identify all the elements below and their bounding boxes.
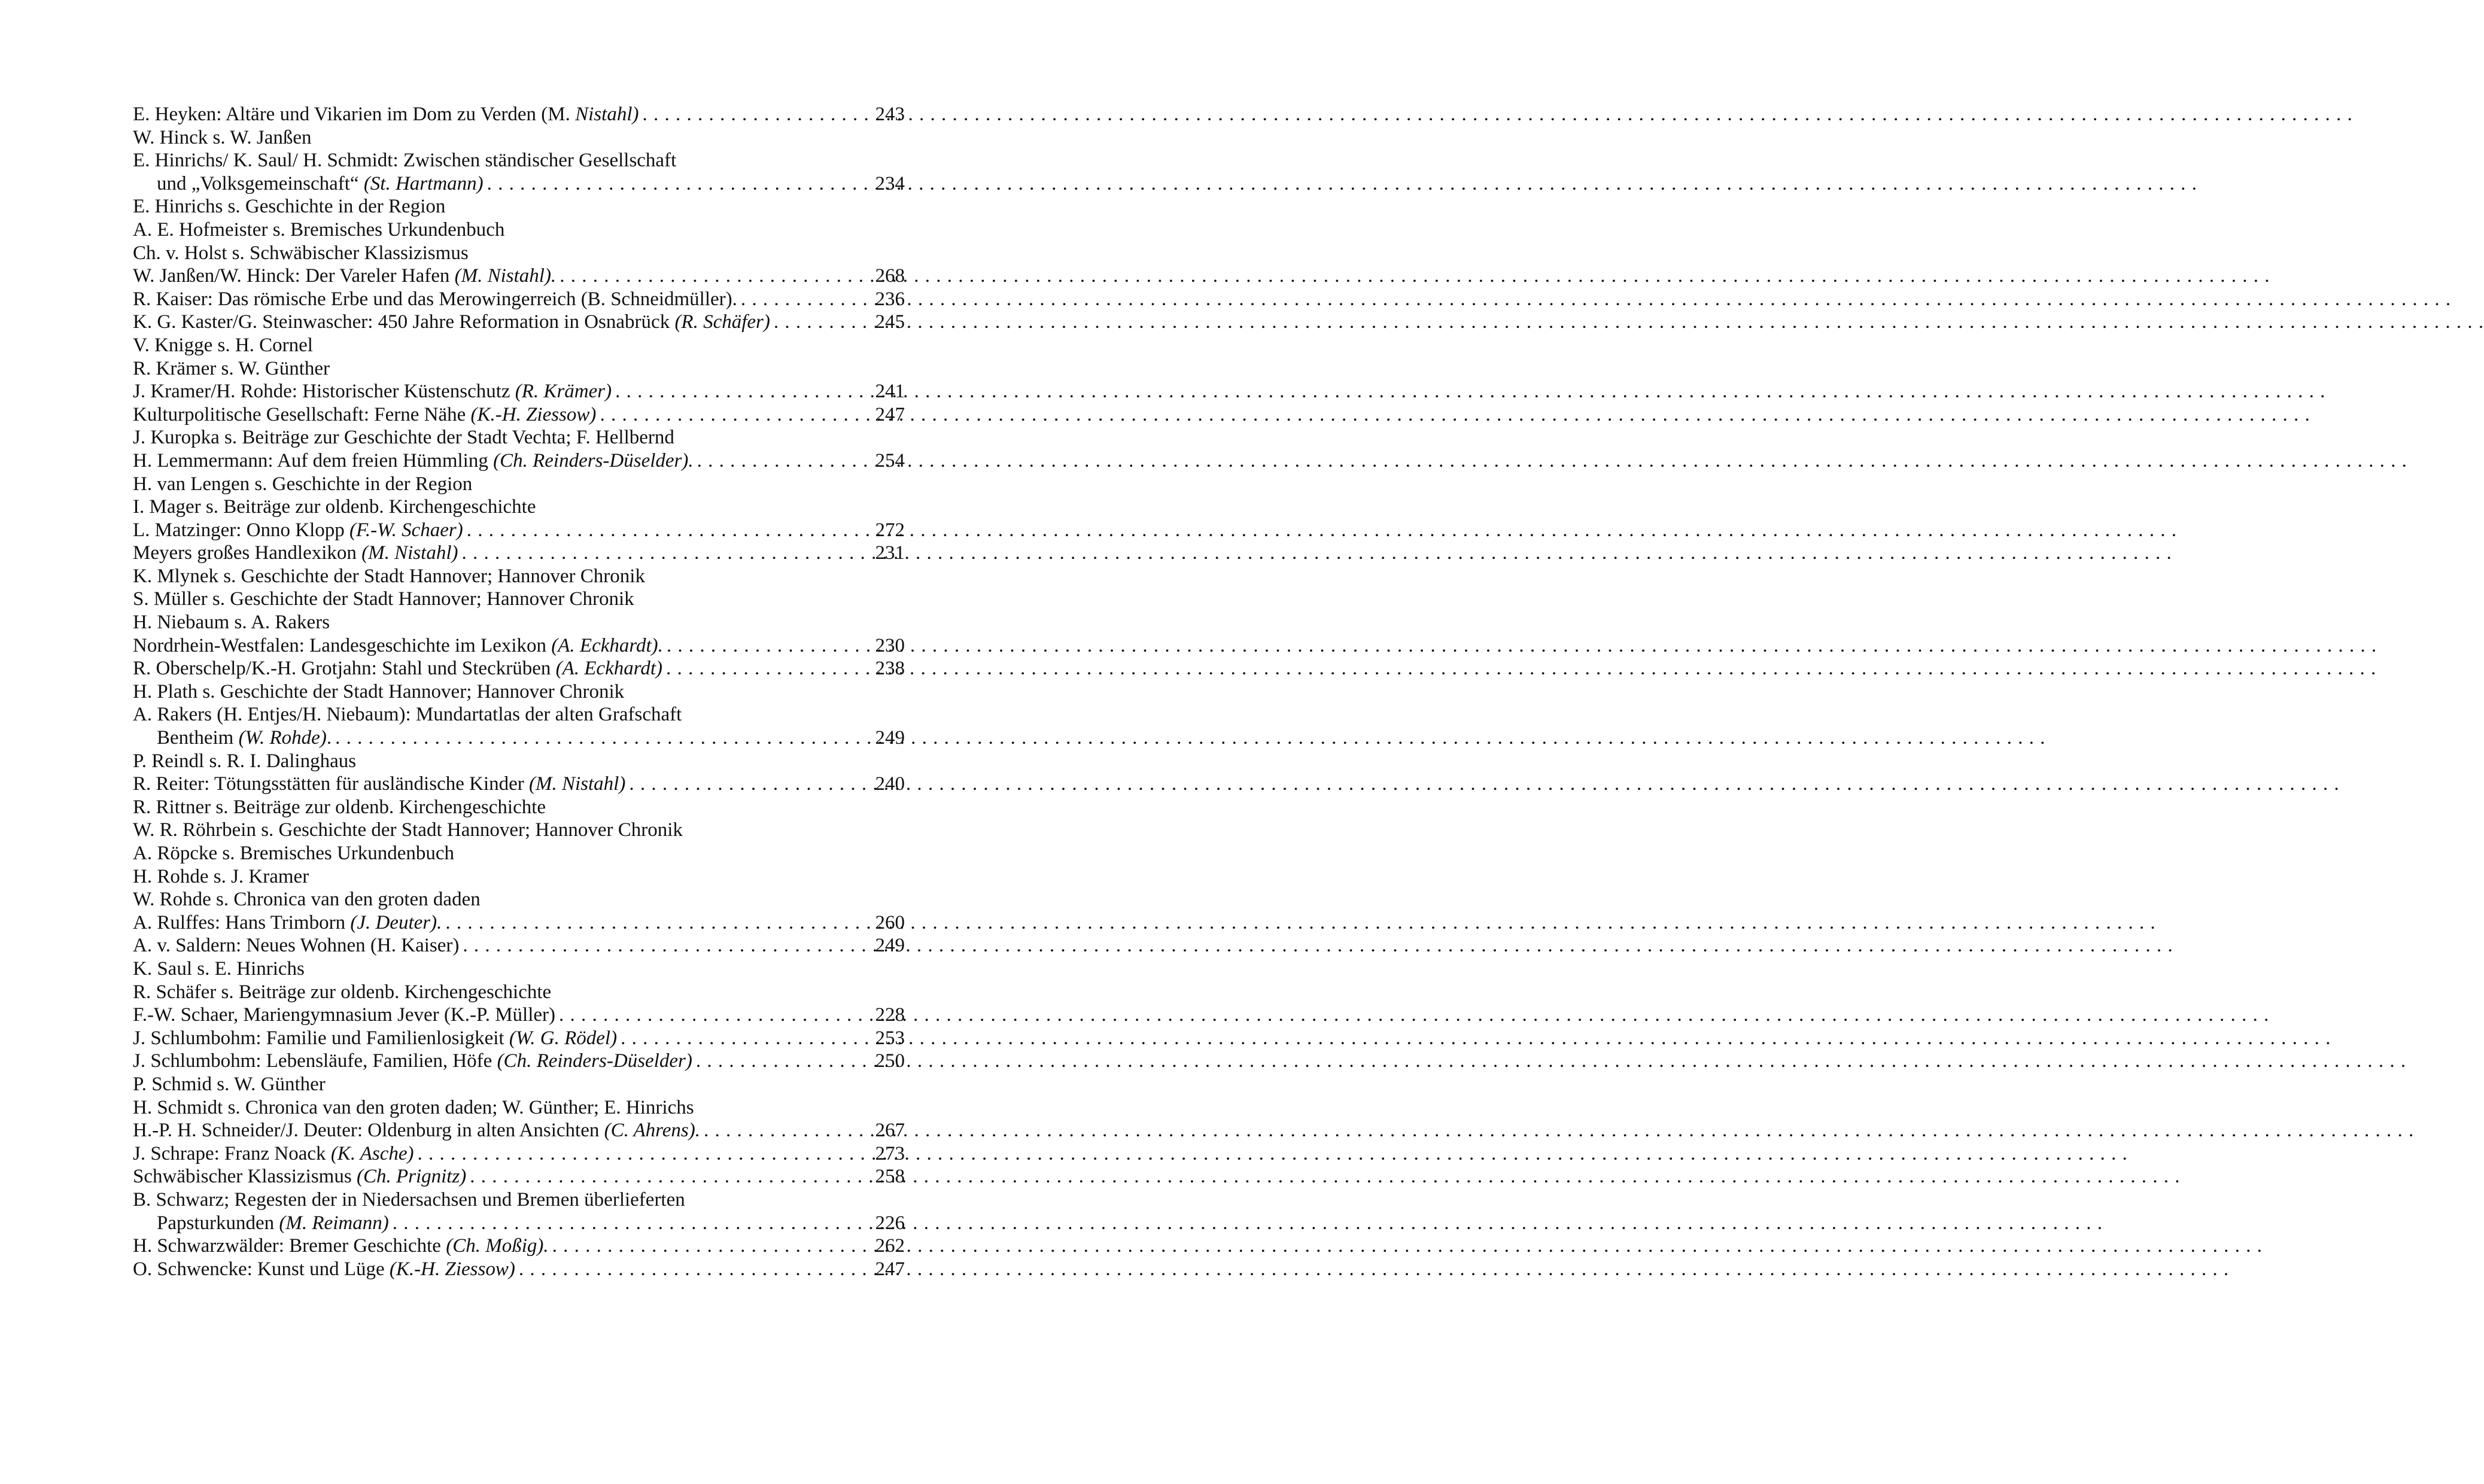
- entry-text: [133, 750, 356, 772]
- entry-reviewer: (K. Asche): [330, 1142, 414, 1164]
- entry-suffix: .: [326, 727, 332, 749]
- entry-reviewer: (M. Nistahl): [529, 773, 626, 795]
- index-entry: [133, 1188, 905, 1212]
- entry-text: [133, 288, 737, 311]
- entry-title: B. Schwarz; Regesten der in Niedersachsen und Bremen überlieferten: [133, 1188, 685, 1211]
- index-entry: [133, 334, 905, 357]
- entry-title: R. Oberschelp/K.-H. Grotjahn: Stahl und Steckrüben: [133, 658, 556, 680]
- index-entry: [133, 1027, 905, 1050]
- entry-title: H. Schwarzwälder: Bremer Geschichte: [133, 1235, 446, 1257]
- dot-leader: [519, 1258, 849, 1281]
- index-entry: [133, 126, 905, 150]
- entry-text: [133, 934, 459, 957]
- index-entry: [133, 1050, 905, 1073]
- page-number: 241: [875, 381, 905, 403]
- dot-leader: [643, 103, 849, 126]
- entry-title: R. Reiter: Tötungsstätten für ausländische Kinder: [133, 773, 529, 795]
- entry-text: [157, 726, 332, 750]
- entry-reviewer: (M. Nistahl): [361, 542, 458, 564]
- entry-text: [133, 1027, 617, 1050]
- index-entry: [133, 634, 905, 658]
- entry-title: V. Knigge s. H. Cornel: [133, 334, 313, 356]
- entry-title: Ch. v. Holst s. Schwäbischer Klassizismus: [133, 242, 469, 264]
- entry-title: Papsturkunden: [157, 1212, 279, 1234]
- index-entry: [133, 1212, 905, 1235]
- entry-text: [133, 1189, 685, 1211]
- dot-leader: [552, 1234, 849, 1258]
- entry-text: [133, 911, 442, 935]
- index-entry: [133, 773, 905, 796]
- entry-reviewer: (F.-W. Schaer): [349, 519, 463, 541]
- entry-text: [133, 866, 309, 887]
- dot-leader: [615, 380, 849, 403]
- index-entry: [133, 957, 905, 981]
- index-entry: [133, 657, 905, 680]
- entry-title: A. Rakers (H. Entjes/H. Niebaum): Mundartatlas der alten Grafschaft: [133, 704, 682, 726]
- entry-title: H. van Lengen s. Geschichte in der Region: [133, 473, 473, 495]
- entry-text: [133, 1097, 694, 1118]
- entry-reviewer: Nistahl): [575, 104, 639, 125]
- entry-text: [133, 1234, 549, 1258]
- entry-text: [133, 1142, 414, 1166]
- entry-text: [133, 657, 662, 680]
- dot-leader: [774, 311, 849, 334]
- dot-leader: [560, 264, 849, 288]
- dot-leader: [666, 657, 849, 680]
- entry-title: H. Plath s. Geschichte der Stadt Hannover; Hannover Chronik: [133, 680, 625, 703]
- entry-text: [133, 334, 313, 356]
- entry-title: K. G. Kaster/G. Steinwascher: 450 Jahre Reformation in Osnabrück: [133, 311, 675, 333]
- index-entry: [133, 519, 905, 542]
- entry-text: [133, 542, 458, 565]
- index-entry: [133, 426, 905, 449]
- index-entry: [133, 934, 905, 957]
- entry-title: H.-P. H. Schneider/J. Deuter: Oldenburg in alten Ansichten: [133, 1120, 604, 1142]
- dot-leader: [445, 911, 849, 935]
- entry-title: R. Rittner s. Beiträge zur oldenb. Kirchengeschichte: [133, 796, 546, 818]
- entry-text: [133, 380, 612, 403]
- entry-text: [133, 196, 445, 217]
- entry-title: J. Schlumbohm: Familie und Familienlosigkeit: [133, 1027, 509, 1049]
- entry-title: J. Schlumbohm: Lebensläufe, Familien, Höfe: [133, 1050, 497, 1072]
- entry-text: [133, 1074, 326, 1095]
- entry-text: [133, 588, 634, 610]
- entry-title: R. Krämer s. W. Günther: [133, 357, 330, 379]
- index-entry: [133, 1073, 905, 1096]
- index-entry: [133, 1258, 905, 1281]
- entry-title: W. R. Röhrbein s. Geschichte der Stadt Hannover; Hannover Chronik: [133, 819, 683, 841]
- index-entry: [133, 588, 905, 611]
- page-number: 249: [875, 727, 905, 749]
- entry-text: [133, 1258, 515, 1281]
- entry-title: H. Lemmermann: Auf dem freien Hümmling: [133, 449, 494, 472]
- page-number: 231: [875, 542, 905, 564]
- entry-text: [133, 311, 770, 334]
- entry-title: Meyers großes Handlexikon: [133, 542, 362, 564]
- entry-reviewer: (Ch. Moßig).: [446, 1235, 549, 1257]
- index-entry: [133, 981, 905, 1004]
- entry-title: J. Schrape: Franz Noack: [133, 1142, 331, 1164]
- page-number: 245: [875, 311, 905, 333]
- index-entry: [133, 542, 905, 565]
- entry-title: W. Rohde s. Chronica van den groten daden: [133, 889, 481, 911]
- entry-text: [133, 264, 556, 288]
- page-number: 262: [875, 1235, 905, 1257]
- index-entry: [133, 750, 905, 773]
- entry-reviewer: (K.-H. Ziessow): [389, 1258, 515, 1280]
- index-entry: [133, 288, 905, 311]
- entry-text: [133, 150, 676, 171]
- dot-leader: [704, 1119, 849, 1142]
- entry-text: [133, 1119, 700, 1142]
- index-entry: [133, 911, 905, 935]
- dot-leader: [629, 773, 849, 796]
- page-number: 247: [875, 403, 905, 425]
- index-entry: [133, 495, 905, 519]
- dot-leader: [418, 1142, 849, 1166]
- entry-reviewer: (Ch. Prignitz): [356, 1166, 467, 1188]
- index-entry: [133, 1119, 905, 1142]
- entry-title: H. Niebaum s. A. Rakers: [133, 612, 330, 634]
- index-entry: [133, 611, 905, 634]
- index-entry: [133, 403, 905, 427]
- entry-title: Schwäbischer Klassizismus: [133, 1166, 357, 1188]
- entry-title: Kulturpolitische Gesellschaft: Ferne Nähe: [133, 403, 471, 425]
- entry-reviewer: (R. Krämer): [515, 381, 612, 403]
- index-entry: [133, 726, 905, 750]
- index-entry: [133, 242, 905, 265]
- page-number: 267: [875, 1120, 905, 1142]
- entry-text: [133, 612, 330, 633]
- entry-text: [133, 103, 639, 126]
- entry-text: [133, 843, 454, 864]
- entry-text: [133, 819, 683, 841]
- entry-title: W. Janßen/W. Hinck: Der Vareler Hafen: [133, 265, 455, 287]
- dot-leader: [467, 519, 849, 542]
- entry-title: Nordrhein-Westfalen: Landesgeschichte im Lexikon: [133, 634, 552, 656]
- entry-reviewer: (Ch. Reinders-Düselder): [497, 1050, 692, 1072]
- entry-reviewer: (A. Eckhardt): [555, 658, 662, 680]
- entry-title: und „Volksgemeinschaft“: [157, 172, 364, 194]
- entry-title: A. E. Hofmeister s. Bremisches Urkundenbuch: [133, 218, 505, 241]
- entry-text: [133, 773, 625, 796]
- entry-title: R. Schäfer s. Beiträge zur oldenb. Kirchengeschichte: [133, 981, 552, 1003]
- entry-title: P. Schmid s. W. Günther: [133, 1073, 326, 1095]
- entry-title: A. v. Saldern: Neues Wohnen (H. Kaiser): [133, 935, 460, 957]
- entry-title: K. Mlynek s. Geschichte der Stadt Hannover; Hannover Chronik: [133, 565, 645, 587]
- dot-leader: [393, 1212, 849, 1235]
- entry-text: [133, 981, 551, 1003]
- page-number: 243: [875, 104, 905, 125]
- index-entry: [133, 195, 905, 218]
- entry-title: L. Matzinger: Onno Klopp: [133, 519, 350, 541]
- dot-leader: [697, 449, 849, 473]
- index-entry: [133, 218, 905, 242]
- dot-leader: [667, 634, 849, 658]
- page-number: 234: [875, 172, 905, 194]
- entry-text: [133, 427, 674, 448]
- dot-leader: [559, 1003, 849, 1027]
- dot-leader: [696, 1050, 849, 1073]
- entry-title: H. Rohde s. J. Kramer: [133, 865, 309, 887]
- index-entry: [133, 149, 905, 172]
- entry-text: [133, 127, 312, 148]
- entry-text: [133, 449, 694, 473]
- entry-reviewer: (M. Reimann): [279, 1212, 389, 1234]
- index-entry: [133, 1142, 905, 1166]
- entry-title: E. Hinrichs s. Geschichte in der Region: [133, 196, 446, 218]
- entry-reviewer: (A. Eckhardt).: [551, 634, 663, 656]
- entry-title: K. Saul s. E. Hinrichs: [133, 957, 305, 980]
- entry-text: [133, 565, 645, 587]
- dot-leader: [621, 1027, 849, 1050]
- entry-text: [133, 1003, 555, 1027]
- page-number: 240: [875, 773, 905, 795]
- entry-reviewer: (C. Ahrens).: [604, 1120, 701, 1142]
- page-number: 260: [875, 911, 905, 933]
- entry-text: [133, 1050, 692, 1073]
- index-entry: [133, 1003, 905, 1027]
- entry-title: J. Kuropka s. Beiträge zur Geschichte der Stadt Vechta; F. Hellbernd: [133, 427, 674, 449]
- entry-title: O. Schwencke: Kunst und Lüge: [133, 1258, 390, 1280]
- entry-text: [133, 473, 472, 495]
- entry-title: R. Kaiser: Das römische Erbe und das Merowingerreich (B. Schneidmüller).: [133, 288, 737, 310]
- page-number: 268: [875, 265, 905, 287]
- dot-leader: [600, 403, 849, 427]
- entry-reviewer: (St. Hartmann): [363, 172, 484, 194]
- entry-title: S. Müller s. Geschichte der Stadt Hannover; Hannover Chronik: [133, 588, 634, 610]
- page-number: 253: [875, 1027, 905, 1049]
- index-entry: [133, 565, 905, 588]
- index-entry: [133, 842, 905, 865]
- entry-title: P. Reindl s. R. I. Dalinghaus: [133, 750, 357, 772]
- entry-reviewer: (W. G. Rödel): [509, 1027, 618, 1049]
- entry-text: [133, 496, 536, 518]
- dot-leader: [462, 542, 849, 565]
- page-number: 226: [875, 1212, 905, 1234]
- dot-leader: [741, 288, 849, 311]
- dot-leader: [463, 934, 849, 957]
- page-number: 272: [875, 519, 905, 541]
- page-number: 254: [875, 449, 905, 472]
- page-number: 230: [875, 634, 905, 656]
- entry-title: W. Hinck s. W. Janßen: [133, 126, 312, 148]
- index-entry: [133, 703, 905, 726]
- entry-reviewer: (R. Schäfer): [674, 311, 770, 333]
- entry-text: [133, 634, 663, 658]
- dot-leader: [470, 1165, 849, 1188]
- entry-reviewer: (Ch. Reinders-Düselder).: [493, 449, 694, 472]
- index-entry: [133, 449, 905, 473]
- index-entry: [133, 1096, 905, 1120]
- index-entry: [133, 1165, 905, 1188]
- index-entry: [133, 473, 905, 496]
- index-entry: [133, 103, 905, 126]
- entry-title: A. Röpcke s. Bremisches Urkundenbuch: [133, 843, 455, 864]
- index-entry: [133, 865, 905, 889]
- entry-title: E. Hinrichs/ K. Saul/ H. Schmidt: Zwischen ständischer Gesellschaft: [133, 150, 677, 172]
- page-number: 273: [875, 1142, 905, 1164]
- entry-title: I. Mager s. Beiträge zur oldenb. Kirchengeschichte: [133, 496, 536, 518]
- entry-text: [133, 242, 469, 264]
- entry-title: Bentheim: [157, 727, 239, 749]
- index-list: [133, 103, 905, 1281]
- index-entry: [133, 311, 905, 334]
- entry-reviewer: (J. Deuter).: [350, 911, 442, 933]
- entry-text: [133, 958, 305, 980]
- index-entry: [133, 172, 905, 196]
- page-number: 250: [875, 1050, 905, 1072]
- entry-title: E. Heyken: Altäre und Vikarien im Dom zu Verden (M.: [133, 104, 576, 125]
- entry-text: [133, 889, 481, 910]
- index-entry: [133, 1234, 905, 1258]
- page-number: 247: [875, 1258, 905, 1280]
- entry-text: [133, 1165, 466, 1188]
- index-entry: [133, 680, 905, 704]
- entry-title: J. Kramer/H. Rohde: Historischer Küstenschutz: [133, 381, 515, 403]
- entry-text: [133, 704, 682, 725]
- index-entry: [133, 888, 905, 911]
- dot-leader: [335, 726, 849, 750]
- entry-reviewer: (W. Rohde): [238, 727, 327, 749]
- entry-text: [157, 1212, 389, 1235]
- entry-reviewer: (M. Nistahl).: [454, 265, 557, 287]
- entry-text: [133, 681, 624, 703]
- entry-text: [157, 172, 484, 196]
- entry-text: [133, 519, 463, 542]
- entry-text: [133, 219, 504, 241]
- page-number: 249: [875, 935, 905, 957]
- entry-title: A. Rulffes: Hans Trimborn: [133, 911, 351, 933]
- page-number: 238: [875, 658, 905, 680]
- page-number: 236: [875, 288, 905, 310]
- index-entry: [133, 357, 905, 381]
- entry-title: H. Schmidt s. Chronica van den groten daden; W. Günther; E. Hinrichs: [133, 1096, 694, 1118]
- index-entry: [133, 380, 905, 403]
- entry-reviewer: (K.-H. Ziessow): [470, 403, 597, 425]
- page-number: 258: [875, 1166, 905, 1188]
- index-entry: [133, 264, 905, 288]
- entry-title: F.-W. Schaer, Mariengymnasium Jever (K.-P. Müller): [133, 1004, 556, 1026]
- entry-text: [133, 796, 546, 818]
- entry-text: [133, 358, 330, 379]
- entry-text: [133, 403, 596, 427]
- page-number: 228: [875, 1004, 905, 1026]
- dot-leader: [487, 172, 849, 196]
- index-entry: [133, 819, 905, 842]
- index-entry: [133, 796, 905, 819]
